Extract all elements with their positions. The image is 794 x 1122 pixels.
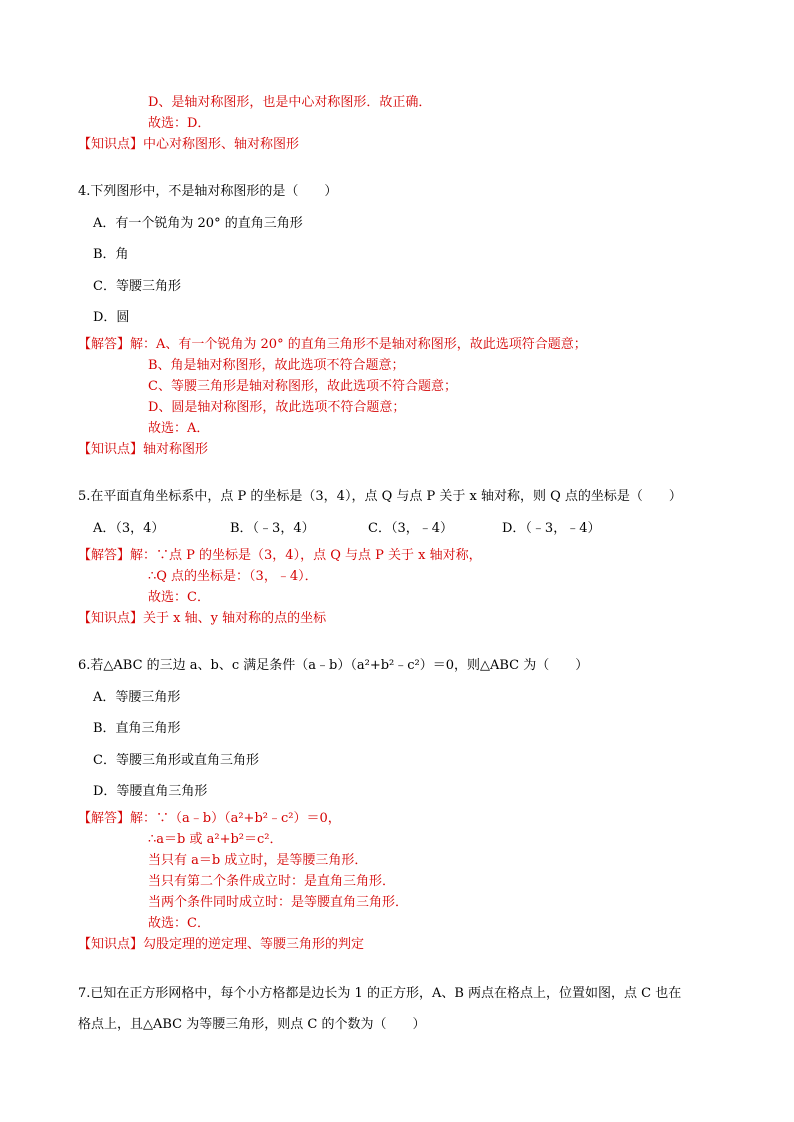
q6-stem: 6.若△ABC 的三边 a、b、c 满足条件（a﹣b）（a²+b²﹣c²）＝0，则△ABC 为（ ）: [78, 658, 589, 673]
answer-tag: 【解答】: [78, 811, 131, 826]
q7-stem-line-1: 7.已知在正方形网格中，每个小方格都是边长为 1 的正方形，A、B 两点在格点上，位置如图，点 C 也在: [78, 986, 682, 1001]
answer-text: 解：∵点 P 的坐标是（3，4），点 Q 与点 P 关于 x 轴对称，: [130, 548, 482, 563]
q6-option-d: D．等腰直角三角形: [93, 784, 208, 799]
q4-option-c: C．等腰三角形: [93, 279, 181, 294]
q5-answer-line-1: [78, 548, 482, 564]
answer-text: 解：∵（a﹣b）（a²+b²﹣c²）＝0，: [130, 811, 341, 826]
q4-answer-line-5: 故选：A．: [148, 421, 210, 436]
q3-answer-choice: 故选：D．: [148, 116, 211, 131]
answer-text: 解：A、有一个锐角为 20° 的直角三角形不是轴对称图形，故此选项符合题意；: [130, 337, 587, 352]
knowledge-point-tag: 【知识点】: [78, 137, 144, 152]
knowledge-point-tag: 【知识点】: [78, 442, 144, 457]
q4-option-d: D．圆: [93, 310, 130, 325]
answer-tag: 【解答】: [78, 337, 131, 352]
q5-knowledge-point: [78, 611, 326, 627]
q6-answer-line-1: [78, 811, 341, 827]
q6-knowledge-point: [78, 937, 364, 953]
q6-option-b: B．直角三角形: [93, 721, 181, 736]
q6-answer-line-2: ∴a＝b 或 a²+b²＝c²．: [148, 832, 283, 847]
q5-answer-line-2: ∴Q 点的坐标是：（3，﹣4）．: [148, 569, 318, 584]
q6-answer-line-5: 当两个条件同时成立时：是等腰直角三角形．: [148, 895, 409, 910]
q5-option-b: B．（﹣3，4）: [230, 521, 315, 536]
q4-answer-line-4: D、圆是轴对称图形，故此选项不符合题意；: [148, 400, 406, 415]
q5-answer-line-3: 故选：C．: [148, 590, 210, 605]
q6-option-c: C．等腰三角形或直角三角形: [93, 753, 259, 768]
q7-stem-line-2: 格点上，且△ABC 为等腰三角形，则点 C 的个数为（ ）: [78, 1017, 426, 1032]
q5-option-c: C．（3，﹣4）: [368, 521, 453, 536]
answer-tag: 【解答】: [78, 548, 131, 563]
q4-answer-line-1: [78, 337, 587, 353]
q5-stem: 5.在平面直角坐标系中，点 P 的坐标是（3，4），点 Q 与点 P 关于 x 轴对称，则 Q 点的坐标是（ ）: [78, 489, 682, 504]
q6-answer-line-3: 当只有 a＝b 成立时，是等腰三角形．: [148, 853, 368, 868]
knowledge-point-tag: 【知识点】: [78, 611, 144, 626]
q4-answer-line-2: B、角是轴对称图形，故此选项不符合题意；: [148, 358, 405, 373]
q4-option-b: B．角: [93, 247, 129, 262]
knowledge-point-text: 关于 x 轴、y 轴对称的点的坐标: [143, 611, 327, 626]
q4-option-a: A．有一个锐角为 20° 的直角三角形: [93, 216, 303, 231]
q6-answer-line-6: 故选：C．: [148, 916, 210, 931]
q4-stem: 4.下列图形中，不是轴对称图形的是（ ）: [78, 184, 338, 199]
q3-knowledge-point: [78, 137, 299, 153]
knowledge-point-tag: 【知识点】: [78, 937, 144, 952]
q4-answer-line-3: C、等腰三角形是轴对称图形，故此选项不符合题意；: [148, 379, 457, 394]
knowledge-point-text: 轴对称图形: [143, 442, 209, 457]
knowledge-point-text: 勾股定理的逆定理、等腰三角形的判定: [143, 937, 365, 952]
q5-option-d: D．（﹣3，﹣4）: [502, 521, 601, 536]
q4-knowledge-point: [78, 442, 208, 458]
q3-answer-d-line: D、是轴对称图形，也是中心对称图形．故正确．: [148, 95, 432, 110]
q6-option-a: A．等腰三角形: [93, 690, 181, 705]
q5-option-a: A．（3，4）: [93, 521, 165, 536]
q6-answer-line-4: 当只有第二个条件成立时：是直角三角形．: [148, 874, 396, 889]
knowledge-point-text: 中心对称图形、轴对称图形: [143, 137, 300, 152]
